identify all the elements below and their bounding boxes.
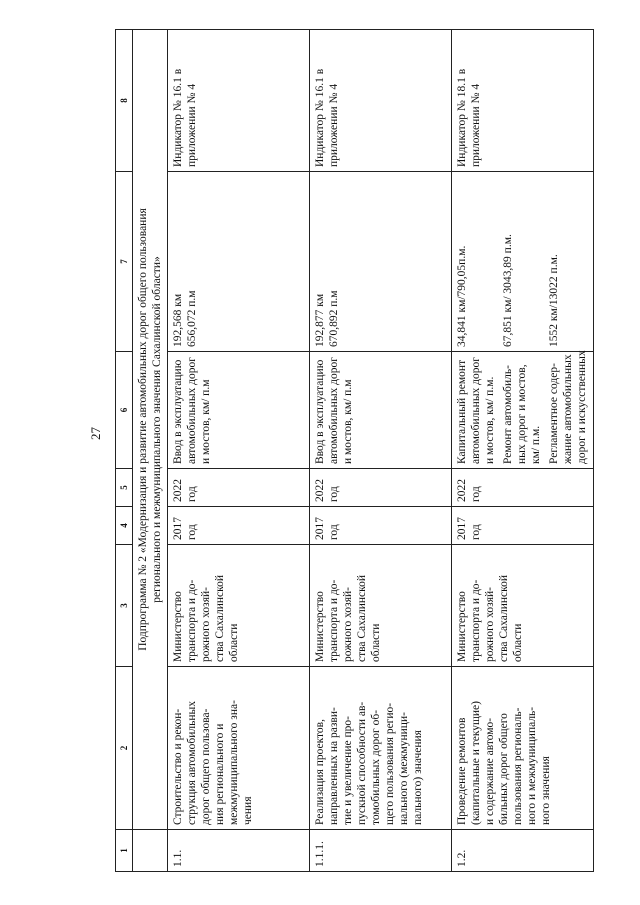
start-year: [310, 507, 452, 545]
indicator-link: [168, 30, 310, 172]
indicator-value: [310, 172, 452, 352]
text-line: 656,072 п.м: [186, 290, 198, 347]
start-year: [452, 507, 594, 545]
table-row: [168, 30, 310, 872]
text-line: год: [328, 524, 340, 540]
text-line: Ввод в эксплуатацию: [172, 359, 184, 464]
column-number: 8: [116, 30, 133, 172]
text-line: Капитальный ремонт: [456, 359, 468, 464]
text-line: щего пользования регио-: [384, 702, 396, 825]
text-line: Индикатор № 16.1 в: [172, 68, 184, 167]
text-line: ства Сахалинской: [356, 574, 368, 662]
text-line: Ремонт автомобиль-: [502, 365, 514, 464]
text-line: год: [470, 524, 482, 540]
text-line: рожного хозяй-: [484, 587, 496, 662]
executor: [168, 545, 310, 667]
text-line: год: [328, 486, 340, 502]
executor: [452, 545, 594, 667]
column-number: 1: [116, 830, 133, 872]
text-line: регионального и межмуниципального значения Сахалинской области»: [151, 256, 163, 603]
row-number: 1.1.: [168, 830, 310, 872]
text-line: пользования региональ-: [512, 707, 524, 825]
text-line: 34,841 км/790,05п.м.: [456, 245, 468, 347]
text-line: тие и увеличение про-: [342, 716, 354, 825]
column-number: 3: [116, 545, 133, 667]
start-year: [168, 507, 310, 545]
text-line: 2022: [172, 479, 184, 502]
table-row: [310, 30, 452, 872]
text-line: и мостов, км/ п.м: [200, 379, 212, 464]
text-line: области: [228, 623, 240, 662]
text-line: струкция автомобильных: [186, 701, 198, 825]
text-line: 192,877 км: [314, 293, 326, 347]
text-line: чения: [242, 796, 254, 825]
text-line: ства Сахалинской: [214, 574, 226, 662]
row-number: 1.1.1.: [310, 830, 452, 872]
text-line: Ввод в эксплуатацию: [314, 359, 326, 464]
text-line: пального) значения: [412, 730, 424, 825]
page-number: 27: [88, 427, 103, 440]
indicator-link: [452, 30, 594, 172]
text-line: нального (межмуници-: [398, 712, 410, 825]
text-line: области: [512, 623, 524, 662]
text-line: год: [186, 486, 198, 502]
text-line: Министерство: [456, 591, 468, 662]
text-line: направленных на разви-: [328, 707, 340, 825]
end-year: [452, 469, 594, 507]
text-line: Проведение ремонтов: [456, 717, 468, 825]
text-line: Строительство и рекон-: [172, 708, 184, 825]
indicator-value: [168, 172, 310, 352]
measure-name: [168, 667, 310, 830]
column-number-row: [116, 30, 133, 872]
indicator-text: [452, 352, 594, 469]
table-row: [452, 30, 594, 872]
subprogram-title: [133, 30, 168, 830]
text-line: транспорта и до-: [186, 579, 198, 662]
text-line: и мостов, км/ п.м: [342, 379, 354, 464]
text-line: транспорта и до-: [328, 579, 340, 662]
text-line: приложении № 4: [328, 83, 340, 167]
text-line: дорог и искусственных: [576, 350, 588, 464]
text-line: Министерство: [314, 591, 326, 662]
empty-cell: [133, 830, 168, 872]
indicator-text: [168, 352, 310, 469]
text-line: 1552 км/13022 п.м.: [548, 254, 560, 347]
text-line: ного и межмуниципаль-: [526, 706, 538, 825]
text-line: 67,851 км/ 3043,89 п.м.: [502, 234, 514, 347]
text-line: дорог общего пользова-: [200, 708, 212, 825]
text-line: 192,568 км: [172, 293, 184, 347]
column-number: 6: [116, 352, 133, 469]
text-line: ства Сахалинской: [498, 574, 510, 662]
text-line: год: [186, 524, 198, 540]
text-line: 2017: [172, 517, 184, 540]
text-line: рожного хозяй-: [342, 587, 354, 662]
executor: [310, 545, 452, 667]
row-number: 1.2.: [452, 830, 594, 872]
text-line: бильных дорог общего: [498, 713, 510, 825]
text-line: автомобильных дорог: [328, 357, 340, 464]
text-line: ния регионального и: [214, 723, 226, 825]
text-line: 2022: [314, 479, 326, 502]
indicator-value: [452, 172, 594, 352]
text-line: км/ п.м.: [530, 425, 542, 464]
text-line: 2017: [456, 517, 468, 540]
rotated-table-container: [115, 30, 588, 872]
column-number: 2: [116, 667, 133, 830]
text-line: Подпрограмма № 2 «Модернизация и развитие автомобильных дорог общего пользования: [137, 208, 149, 651]
text-line: рожного хозяй-: [200, 587, 212, 662]
program-table: [115, 29, 594, 872]
measure-name: [452, 667, 594, 830]
column-number: 5: [116, 469, 133, 507]
text-line: автомобильных дорог: [470, 357, 482, 464]
end-year: [310, 469, 452, 507]
text-line: Реализация проектов,: [314, 719, 326, 825]
text-line: пускной способности ав-: [356, 701, 368, 825]
text-line: приложении № 4: [186, 83, 198, 167]
subprogram-row: [133, 30, 168, 872]
text-line: Регламентное содер-: [548, 363, 560, 464]
text-line: и мостов, км/ п.м.: [484, 376, 496, 464]
text-line: Министерство: [172, 591, 184, 662]
measure-name: [310, 667, 452, 830]
indicator-link: [310, 30, 452, 172]
end-year: [168, 469, 310, 507]
text-line: жание автомобильных: [562, 354, 574, 464]
text-line: год: [470, 486, 482, 502]
text-line: Индикатор № 16.1 в: [314, 68, 326, 167]
text-line: 2017: [314, 517, 326, 540]
text-line: автомобильных дорог: [186, 357, 198, 464]
text-line: 2022: [456, 479, 468, 502]
text-line: ного значения: [540, 756, 552, 825]
text-line: и содержание автомо-: [484, 717, 496, 825]
text-line: приложении № 4: [470, 83, 482, 167]
text-line: транспорта и до-: [470, 579, 482, 662]
column-number: 7: [116, 172, 133, 352]
column-number: 4: [116, 507, 133, 545]
text-line: Индикатор № 18.1 в: [456, 68, 468, 167]
text-line: (капитальные и текущие): [470, 701, 482, 825]
text-line: ных дорог и мостов,: [516, 364, 528, 464]
text-line: томобильных дорог об-: [370, 709, 382, 825]
indicator-text: [310, 352, 452, 469]
text-line: 670,892 п.м: [328, 290, 340, 347]
text-line: межмуниципального зна-: [228, 700, 240, 825]
text-line: области: [370, 623, 382, 662]
